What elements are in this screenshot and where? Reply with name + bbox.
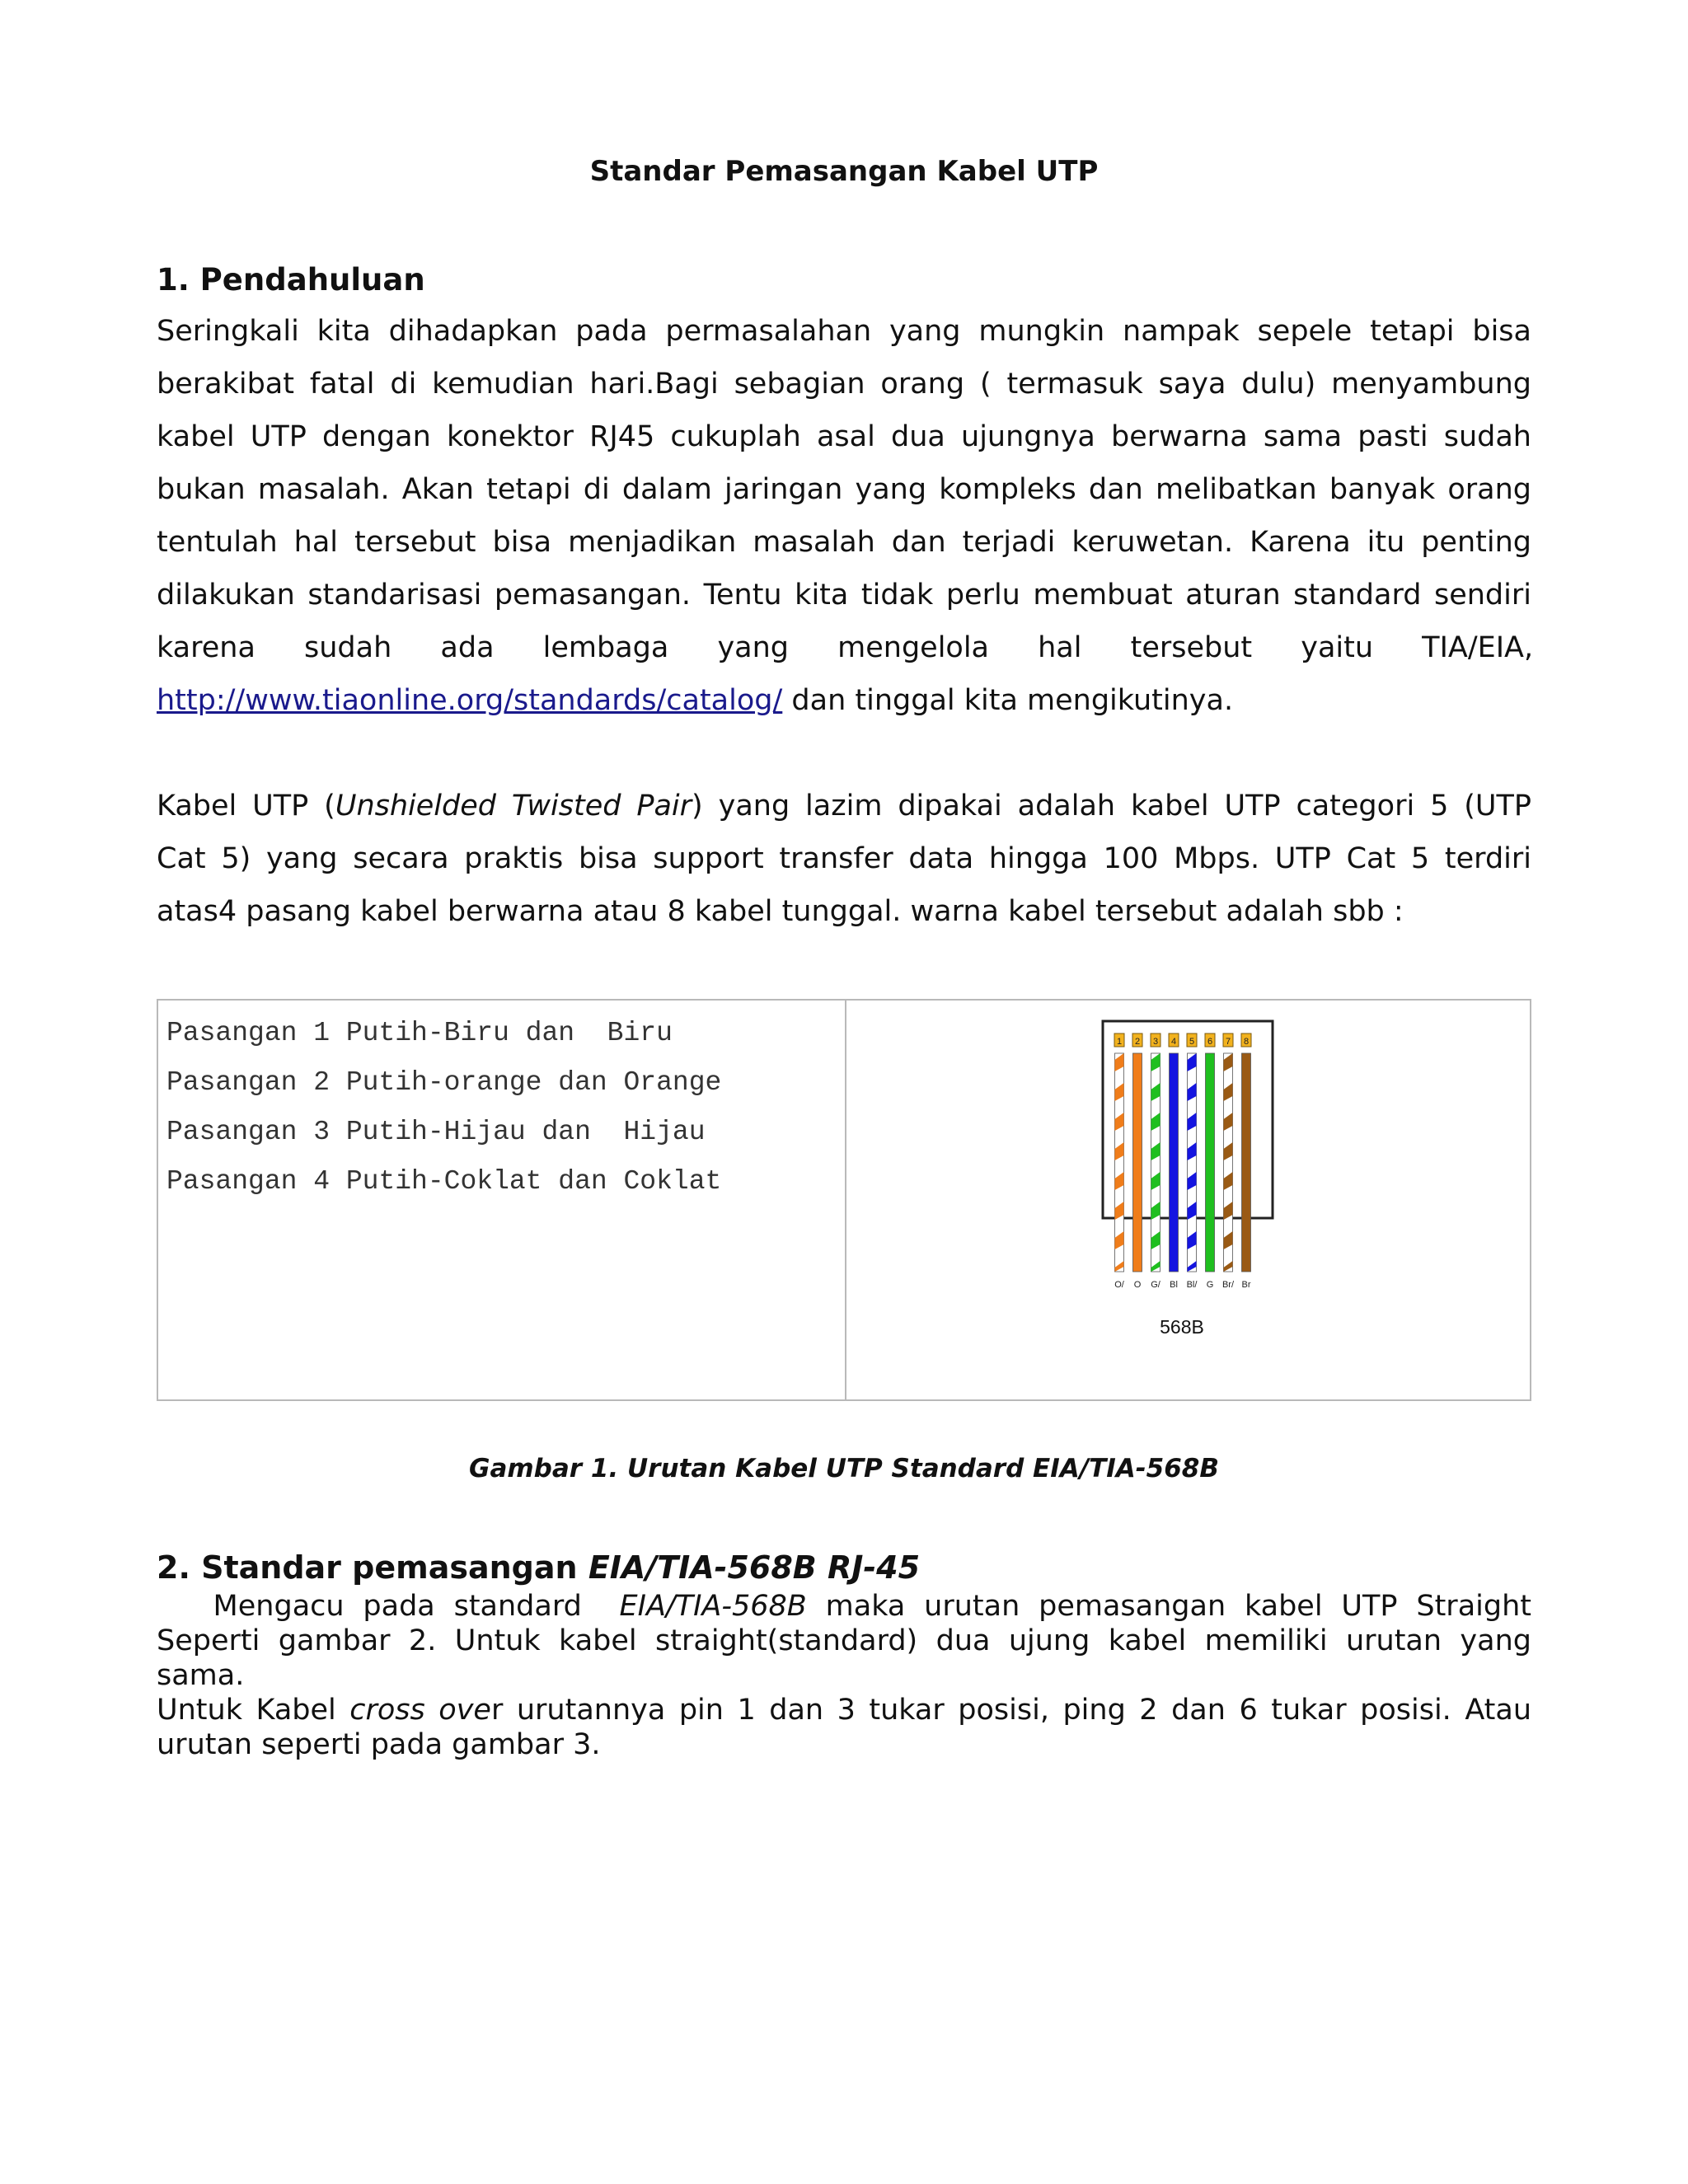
pin-number: 5 [1189,1037,1195,1047]
wire-pin-1 [1115,1053,1124,1272]
standard-label: 568B [1160,1316,1204,1338]
rj45-568b-diagram [846,1001,1531,1399]
paragraph-line: atas4 pasang kabel berwarna atau 8 kabel tunggal. warna kabel tersebut adalah sbb : [157,895,1404,928]
paragraph-line [157,1589,1531,1624]
paragraph-line: Seperti gambar 2. Untuk kabel straight(standard) dua ujung kabel memiliki urutan yang [157,1624,1531,1657]
paragraph-line: urutan seperti pada gambar 3. [157,1728,601,1761]
paragraph-line: dilakukan standarisasi pemasangan. Tentu kita tidak perlu membuat aturan standard sendiri [157,579,1531,612]
pair-item: Pasangan 2 Putih-orange dan Orange [166,1067,722,1098]
pin-number: 4 [1170,1037,1177,1047]
section2-body [157,1589,1531,1762]
paragraph-line: tentulah hal tersebut bisa menjadikan masalah dan terjadi keruwetan. Karena itu penting [157,526,1531,559]
pin-number: 8 [1243,1037,1250,1047]
pin-number: 2 [1134,1037,1141,1047]
wire-pin-6 [1206,1053,1215,1272]
pin-number: 1 [1116,1037,1123,1047]
wire-pin-4 [1170,1053,1179,1272]
wire-color-label: G/ [1151,1280,1160,1290]
paragraph-line: karena sudah ada lembaga yang mengelola hal tersebut yaitu TIA/EIA, [157,631,1534,664]
paragraph-line [157,780,1531,832]
wire-color-label: Bl/ [1186,1280,1198,1290]
italic-term: cross ove [349,1694,491,1727]
pair-item: Pasangan 4 Putih-Coklat dan Coklat [166,1166,722,1197]
pin-number: 6 [1207,1037,1213,1047]
text-run: Kabel UTP ( [157,790,335,823]
paragraph-line: kabel UTP dengan konektor RJ45 cukuplah asal dua ujungnya berwarna sama pasti sudah [157,420,1531,453]
wire-pin-3 [1151,1053,1160,1272]
wire-pin-2 [1133,1053,1142,1272]
text-run: Mengacu pada standard [157,1590,620,1623]
italic-term: Unshielded Twisted Pair [335,790,692,823]
wire-color-label: Br [1241,1280,1251,1290]
document-title: Standar Pemasangan Kabel UTP [589,155,1099,188]
italic-term: EIA/TIA-568B [619,1590,807,1623]
pairs-list [166,1009,721,1207]
section1-paragraph2 [157,780,1531,938]
pin-number: 7 [1225,1037,1231,1047]
text-run: Untuk Kabel [157,1694,350,1727]
section2-heading [157,1549,920,1586]
paragraph-line: sama. [157,1659,245,1692]
pair-item: Pasangan 1 Putih-Biru dan Biru [166,1018,673,1048]
cable-pairs-table [157,999,1531,1401]
paragraph-line: Seringkali kita dihadapkan pada permasalahan yang mungkin nampak sepele tetapi bisa [157,315,1531,348]
section1-paragraph1 [157,305,1534,727]
wire-color-label: O/ [1114,1280,1124,1290]
wire-pin-7 [1224,1053,1233,1272]
text-run: maka urutan pemasangan kabel UTP Straight [806,1590,1531,1623]
pair-item: Pasangan 3 Putih-Hijau dan Hijau [166,1117,706,1147]
wire-color-label: Br/ [1221,1280,1235,1290]
heading-text: 2. Standar pemasangan [157,1549,588,1586]
figure-caption: Gambar 1. Urutan Kabel UTP Standard EIA/TIA-568B [469,1454,1219,1483]
paragraph-line [157,1693,1531,1727]
pin-number: 3 [1152,1037,1159,1047]
paragraph-line: bukan masalah. Akan tetapi di dalam jaringan yang kompleks dan melibatkan banyak orang [157,473,1531,506]
paragraph-line [157,674,1531,727]
rj45-diagram-cell [846,1001,1531,1399]
wire-color-label: G [1206,1280,1214,1290]
tia-catalog-link[interactable]: http://www.tiaonline.org/standards/catalog/ [157,684,783,717]
wire-color-label: O [1133,1280,1142,1290]
link-trailing-text: dan tinggal kita mengikutinya. [782,684,1234,717]
paragraph-line: Cat 5) yang secara praktis bisa support transfer data hingga 100 Mbps. UTP Cat 5 terdiri [157,842,1531,875]
text-run: r urutannya pin 1 dan 3 tukar posisi, ping 2 dan 6 tukar posisi. Atau [490,1694,1531,1727]
text-run: ) yang lazim dipakai adalah kabel UTP categori 5 (UTP [692,790,1532,823]
section1-heading: 1. Pendahuluan [157,262,425,298]
heading-italic: EIA/TIA-568B RJ-45 [588,1549,921,1586]
wire-pin-5 [1188,1053,1197,1272]
paragraph-line: berakibat fatal di kemudian hari.Bagi sebagian orang ( termasuk saya dulu) menyambung [157,368,1531,401]
wire-pin-8 [1242,1053,1251,1272]
wire-color-label: Bl [1170,1280,1178,1290]
